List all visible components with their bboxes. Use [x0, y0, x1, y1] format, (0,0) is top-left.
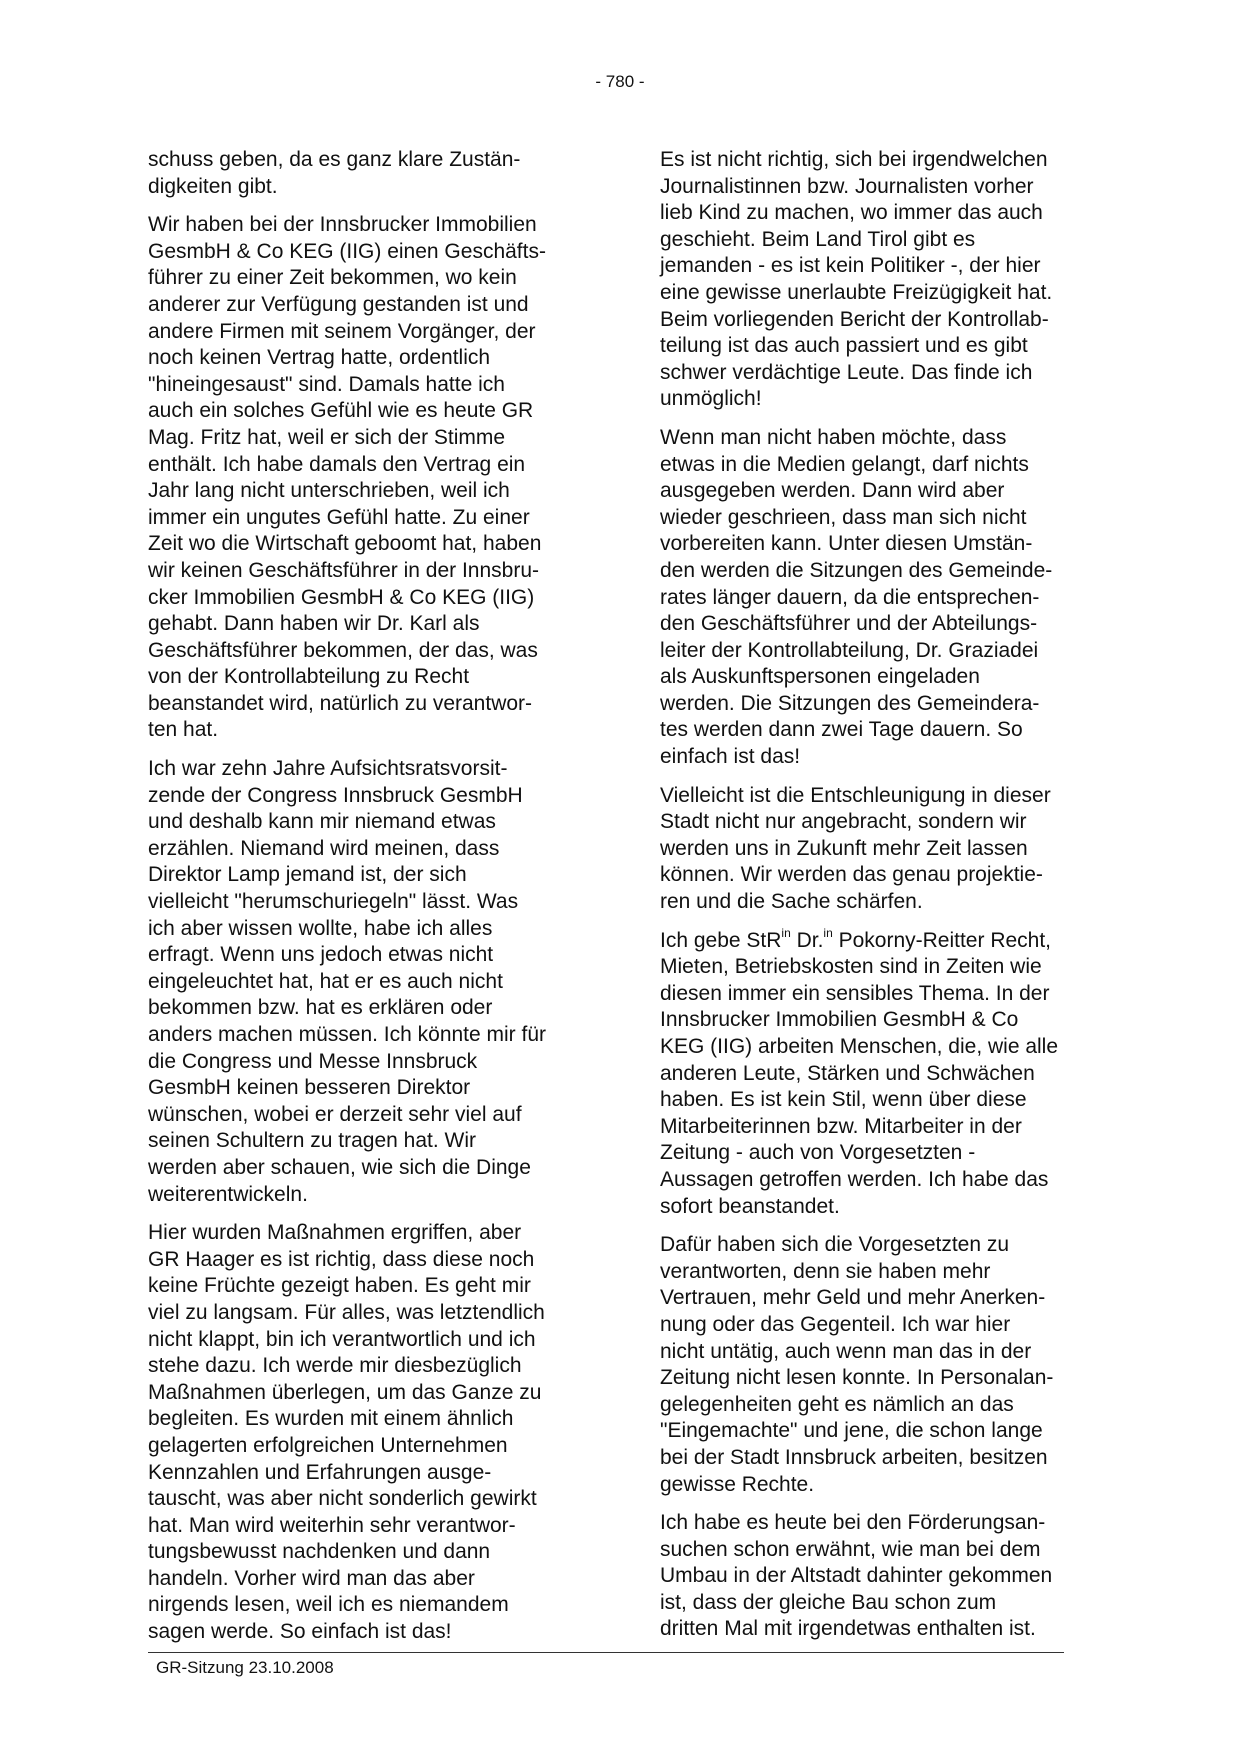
left-paragraph-4: Hier wurden Maßnahmen ergriffen, aber GR Haager es ist richtig, dass diese noch keine Früchte gezeigt haben. Es geht mir viel zu langsam. Für alles, was letztendlich nicht klappt, bin ich verantwortlich und ich stehe dazu. Ich werde mir diesbezüglich Maßnahmen überlegen, um das Ganze zu begleiten. Es wurden mit einem ähnlich gelagerten erfolgreichen Unternehmen Kennzahlen und Erfahrungen ausge- tauscht, was aber nicht sonderlich gewirkt hat. Man wird weiterhin sehr verantwor- tungsbewusst nachdenken und dann handeln. Vorher wird man das aber nirgends lesen, weil ich es niemandem sagen werde. So einfach ist das! [148, 1221, 545, 1644]
right-paragraph-2: Wenn man nicht haben möchte, dass etwas in die Medien gelangt, darf nichts ausgegeben werden. Dann wird aber wieder geschrieen, dass man sich nicht vorbereiten kann. Unter diesen Umstän- den werden die Sitzungen des Gemeinde- rates länger dauern, da die entsprechen- den Geschäftsführer und der Abteilungs- leiter der Kontrollabteilung, Dr. Graziadei als Auskunftspersonen eingeladen werden. Die Sitzungen des Gemeindera- tes werden dann zwei Tage dauern. So einfach ist das! [660, 425, 1053, 769]
right-paragraph-4 [660, 925, 1106, 1221]
paragraph-text: Dr. [790, 928, 824, 952]
right-paragraph-6: Ich habe es heute bei den Förderungsan- suchen schon erwähnt, wie man bei dem Umbau in der Altstadt dahinter gekommen ist, dass der gleiche Bau schon zum dritten Mal mit irgendetwas enthalten ist. [660, 1511, 1053, 1641]
right-paragraph-5: Dafür haben sich die Vorgesetzten zu verantworten, denn sie haben mehr Vertrauen, mehr Geld und mehr Anerken- nung oder das Gegenteil. Ich war hier nicht untätig, auch wenn man das in der Zeitung nicht lesen konnte. In Personalan- gelegenheiten geht es nämlich an das "Eingemachte" und jene, die schon lange bei der Stadt Innsbruck arbeiten, besitzen gewisse Rechte. [660, 1233, 1054, 1496]
paragraph-text: Ich gebe StR [660, 928, 782, 952]
page-number: - 780 - [595, 72, 645, 91]
paragraph-text: Pokorny-Reitter Recht, Mieten, Betriebskosten sind in Zeiten wie diesen immer ein sensibles Thema. In der Innsbrucker Immobilien GesmbH & Co KEG (IIG) arbeiten Menschen, die, wie alle anderen Leute, Stärken und Schwächen haben. Es ist kein Stil, wenn über diese Mitarbeiterinnen bzw. Mitarbeiter in der Zeitung - auch von Vorgesetzten - Aussagen getroffen werden. Ich habe das sofort beanstandet. [660, 928, 1059, 1218]
left-column [148, 147, 594, 1658]
right-paragraph-3: Vielleicht ist die Entschleunigung in dieser Stadt nicht nur angebracht, sondern wir werden uns in Zukunft mehr Zeit lassen können. Wir werden das genau projektie- ren und die Sache schärfen. [660, 783, 1051, 914]
left-paragraph-1: schuss geben, da es ganz klare Zustän- digkeiten gibt. [148, 148, 521, 198]
right-paragraph-1: Es ist nicht richtig, sich bei irgendwelchen Journalistinnen bzw. Journalisten vorher lieb Kind zu machen, wo immer das auch geschieht. Beim Land Tirol gibt es jemanden - es ist kein Politiker -, der hier eine gewisse unerlaubte Freizügigkeit hat. Beim vorliegenden Bericht der Kontrollab- teilung ist das auch passiert und es gibt schwer verdächtige Leute. Das finde ich unmöglich! [660, 148, 1053, 411]
left-paragraph-3: Ich war zehn Jahre Aufsichtsratsvorsit- zende der Congress Innsbruck GesmbH und deshalb kann mir niemand etwas erzählen. Niemand wird meinen, dass Direktor Lamp jemand ist, der sich vielleicht "herumschuriegeln" lässt. Was ich aber wissen wollte, habe ich alles erfragt. Wenn uns jedoch etwas nicht eingeleuchtet hat, hat er es auch nicht bekommen bzw. hat es erklären oder anders machen müssen. Ich könnte mir für die Congress und Messe Innsbruck GesmbH keinen besseren Direktor wünschen, wobei er derzeit sehr viel auf seinen Schultern zu tragen hat. Wir werden aber schauen, wie sich die Dinge weiterentwickeln. [148, 757, 547, 1206]
superscript: in [823, 925, 833, 940]
footer-divider [148, 1652, 1064, 1653]
footer-session-date: GR-Sitzung 23.10.2008 [156, 1658, 334, 1677]
right-column [660, 147, 1106, 1655]
left-paragraph-2: Wir haben bei der Innsbrucker Immobilien GesmbH & Co KEG (IIG) einen Geschäfts- führer zu einer Zeit bekommen, wo kein anderer zur Verfügung gestanden ist und andere Firmen mit seinem Vorgänger, der noch keinen Vertrag hatte, ordentlich "hineingesaust" sind. Damals hatte ich auch ein solches Gefühl wie es heute GR Mag. Fritz hat, weil er sich der Stimme enthält. Ich habe damals den Vertrag ein Jahr lang nicht unterschrieben, weil ich immer ein ungutes Gefühl hatte. Zu einer Zeit wo die Wirtschaft geboomt hat, haben wir keinen Geschäftsführer in der Innsbru- cker Immobilien GesmbH & Co KEG (IIG) gehabt. Dann haben wir Dr. Karl als Geschäftsführer bekommen, der das, was von der Kontrollabteilung zu Recht beanstandet wird, natürlich zu verantwor- ten hat. [148, 213, 546, 742]
superscript: in [781, 925, 791, 940]
